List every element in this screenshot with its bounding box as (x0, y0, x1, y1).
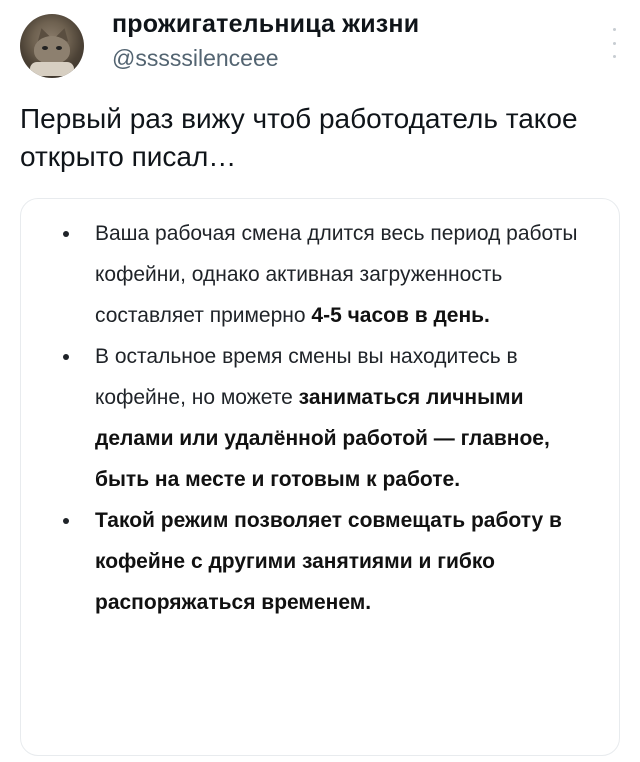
user-handle[interactable]: @sssssilenceee (112, 45, 279, 71)
list-item (21, 213, 619, 336)
list-item (21, 336, 619, 500)
cat-face (34, 36, 70, 64)
bullet-text: В остальное время смены вы находитесь в кофейне, но можете (95, 345, 518, 409)
bullet-dot (63, 231, 69, 237)
more-dot (613, 28, 616, 31)
avatar[interactable] (20, 14, 84, 78)
display-name[interactable]: прожигательница жизни (112, 10, 420, 38)
bullet-dot (63, 354, 69, 360)
bullet-bold-text: Такой режим позволяет совмещать работу в кофейне с другими занятиями и гибко распоряжаться временем. (95, 509, 562, 614)
more-dot (613, 55, 616, 58)
cat-paw (30, 62, 74, 76)
bullet-list (21, 199, 619, 623)
more-vertical-icon[interactable] (608, 28, 620, 58)
bullet-bold-text: 4-5 часов в день. (311, 304, 490, 327)
quoted-image-card[interactable] (20, 198, 620, 756)
cat-eye-right (56, 46, 62, 50)
bullet-text: Ваша рабочая смена длится весь период работы кофейни, однако активная загруженность составляет примерно (95, 222, 578, 327)
tweet-text: Первый раз вижу чтоб работодатель такое открыто писал… (20, 103, 578, 172)
list-item (21, 500, 619, 623)
more-dot (613, 42, 616, 45)
bullet-dot (63, 518, 69, 524)
cat-eye-left (42, 46, 48, 50)
bullet-bold-text: заниматься личными делами или удалённой работой — главное, быть на месте и готовым к работе. (95, 386, 550, 491)
